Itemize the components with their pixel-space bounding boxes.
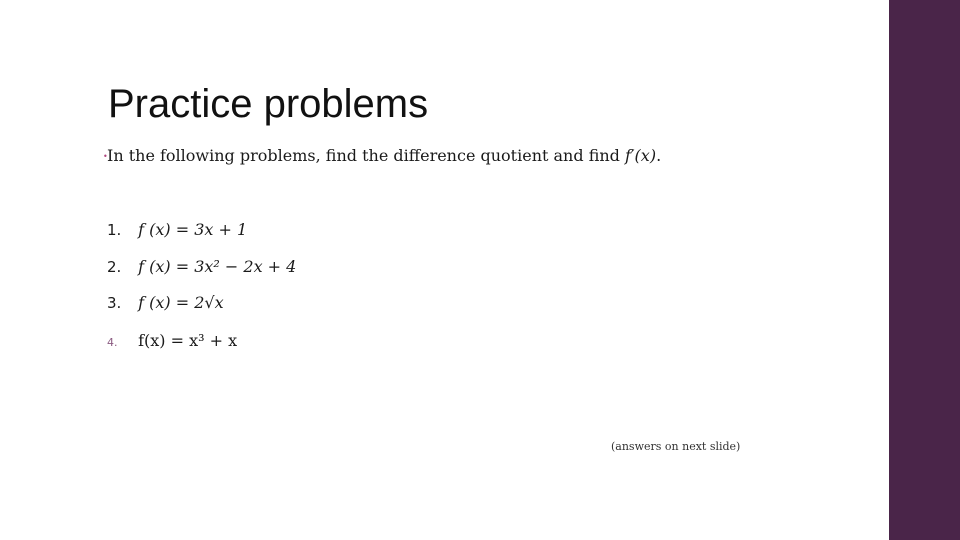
bullet-icon: • [103,152,108,161]
problem-number: 4. [107,336,118,349]
problem-item [107,293,224,312]
problem-item [107,331,237,350]
problem-item [107,257,296,276]
problem-expression: f(x) = x³ + x [138,331,238,350]
slide-title: Practice problems [108,82,429,126]
problem-number: 2. [107,258,122,276]
problem-expression: f (x) = 2√x [138,293,224,312]
problem-number: 1. [107,221,122,239]
accent-sidebar [889,0,960,540]
problem-number: 3. [107,294,122,312]
problem-item [107,220,247,239]
instructions-prefix: In the following problems, find the difference quotient and find [107,146,625,165]
problem-expression: f (x) = 3x² − 2x + 4 [138,257,297,276]
problem-expression: f (x) = 3x + 1 [138,220,248,239]
instructions-suffix: . [656,146,662,165]
instructions-text [107,146,661,165]
instructions-math: f′(x) [625,146,657,165]
answers-note: (answers on next slide) [611,440,741,453]
